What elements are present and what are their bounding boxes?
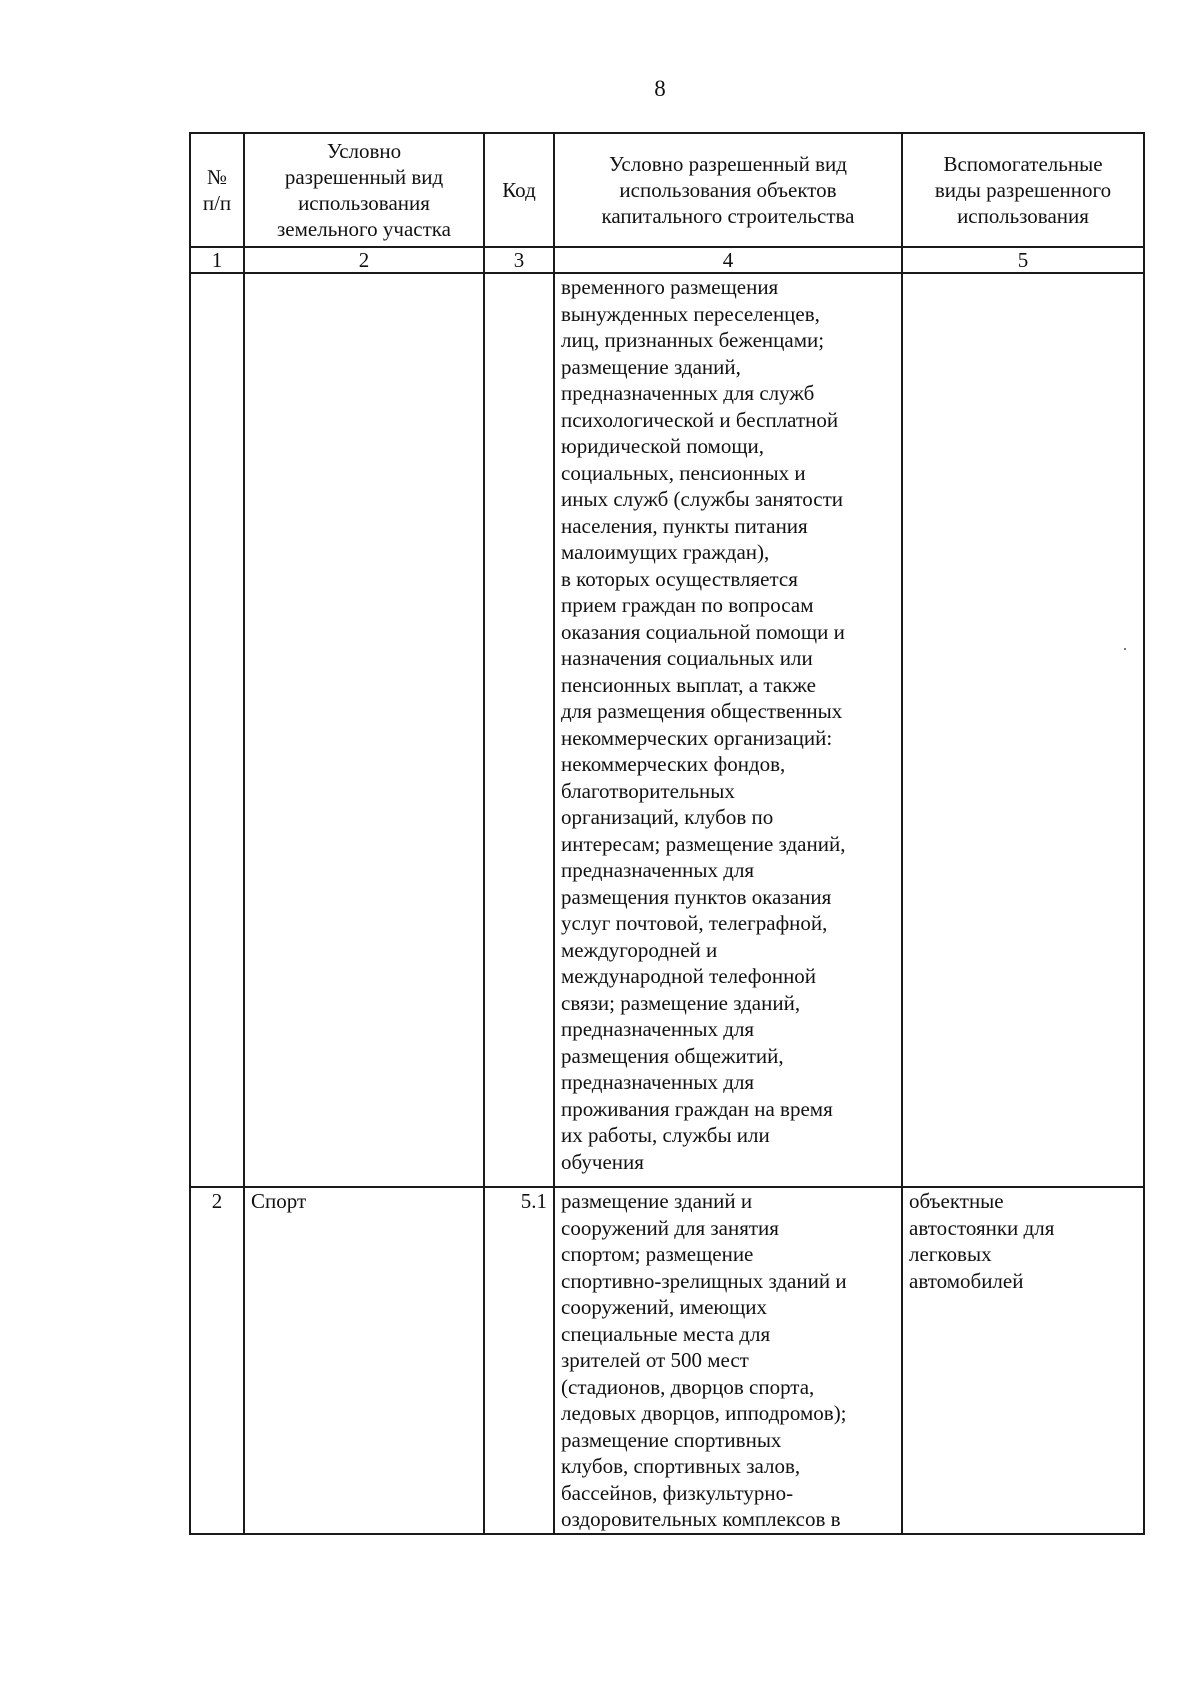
row-number: 2: [211, 1189, 223, 1213]
table-row: [190, 1187, 1144, 1534]
header-number: [190, 133, 244, 247]
header-code-text: Код: [502, 178, 536, 202]
capital-use-cell: [554, 1187, 902, 1534]
row-number-cell: [190, 273, 244, 1187]
header-auxiliary-use: [902, 133, 1144, 247]
auxiliary-use-cell: [902, 273, 1144, 1187]
code-cell: [484, 1187, 554, 1534]
auxiliary-use-cell: [902, 1187, 1144, 1534]
scan-speck: [1124, 648, 1126, 650]
header-auxiliary-use-text: Вспомогательные виды разрешенного использования: [934, 152, 1112, 228]
row-number-cell: [190, 1187, 244, 1534]
permitted-use-table: [189, 132, 1145, 1535]
table-header-row: [190, 133, 1144, 247]
land-use-cell: [244, 273, 484, 1187]
capital-use-cell: [554, 273, 902, 1187]
table-row: [190, 273, 1144, 1187]
header-land-use: [244, 133, 484, 247]
land-use-text: Спорт: [251, 1189, 307, 1213]
column-number-3: 3: [484, 247, 554, 273]
header-capital-use-text: Условно разрешенный вид использования объектов капитального строительства: [601, 152, 855, 228]
header-number-text: № п/п: [202, 165, 232, 215]
column-number-1: 1: [190, 247, 244, 273]
header-code: [484, 133, 554, 247]
header-capital-use: [554, 133, 902, 247]
code-cell: [484, 273, 554, 1187]
auxiliary-use-text: объектные автостоянки для легковых автомобилей: [909, 1189, 1055, 1293]
code-text: 5.1: [520, 1189, 547, 1213]
column-number-5: 5: [902, 247, 1144, 273]
page-number: 8: [654, 76, 666, 101]
column-number-4: 4: [554, 247, 902, 273]
column-number-row: [190, 247, 1144, 273]
land-use-cell: [244, 1187, 484, 1534]
header-land-use-text: Условно разрешенный вид использования земельного участка: [277, 139, 451, 241]
capital-use-text: временного размещения вынужденных переселенцев, лиц, признанных беженцами; размещение зданий, предназначенных для служб психологической и бесплатной юридической помощи, социальных, пенсионных и иных служб (службы занятости населения, пункты питания малоимущих граждан), в которых осуществляется прием граждан по вопросам оказания социальной помощи и назначения социальных или пенсионных выплат, а также для размещения общественных некоммерческих организаций: некоммерческих фондов, благотворительных организаций, клубов по интересам; размещение зданий, предназначенных для размещения пунктов оказания услуг почтовой, телеграфной, междугородней и международной телефонной связи; размещение зданий, предназначенных для размещения общежитий, предназначенных для проживания граждан на время их работы, службы или обучения: [561, 275, 846, 1174]
column-number-2: 2: [244, 247, 484, 273]
capital-use-text: размещение зданий и сооружений для занятия спортом; размещение спортивно-зрелищных зданий и сооружений, имеющих специальные места для зрителей от 500 мест (стадионов, дворцов спорта, ледовых дворцов, ипподромов); размещение спортивных клубов, спортивных залов, бассейнов, физкультурно- оздоровительных комплексов в: [561, 1189, 847, 1531]
